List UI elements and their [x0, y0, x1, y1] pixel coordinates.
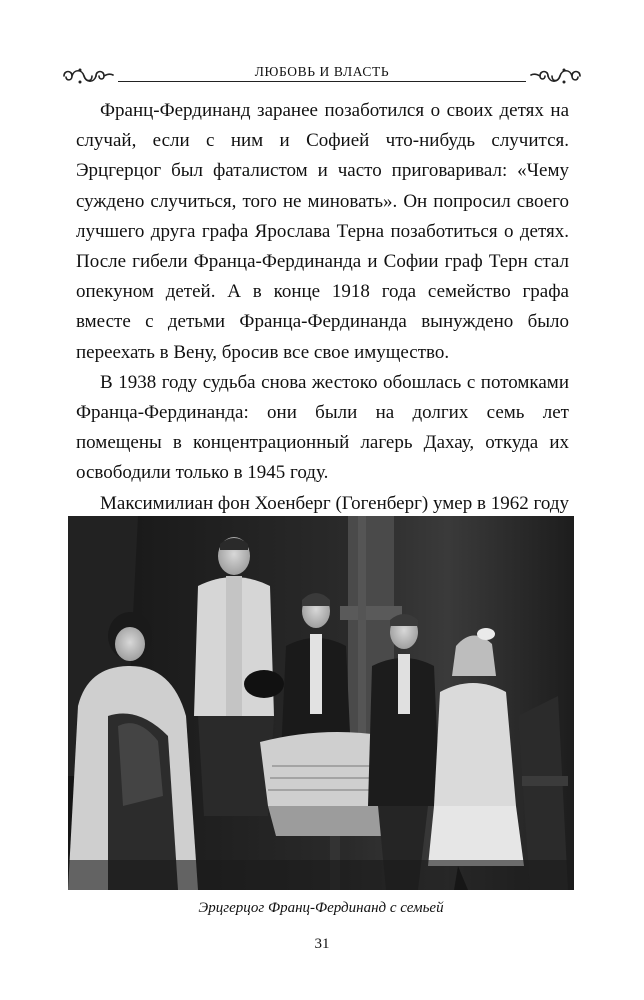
family-photograph: [68, 516, 574, 890]
running-title: ЛЮБОВЬ И ВЛАСТЬ: [254, 64, 390, 79]
paragraph: Франц-Фердинанд заранее позаботился о своих детях на случай, если с ним и Софией что-нибудь случится. Эрцгерцог был фаталистом и часто приговаривал: «Чему суждено случиться, того не миновать». Он попросил своего лучшего друга графа Ярослава Терна позаботиться о детях. После гибели Франца-Фердинанда и Софии граф Терн стал опекуном детей. А в конце 1918 года семейство графа вместе с детьми Франца-Фердинанда вынуждено было переехать в Вену, бросив все свое имущество.: [76, 100, 569, 363]
body-text: [76, 96, 569, 549]
paragraph: Максимилиан фон Хоенберг (Гогенберг) умер в 1962 году: [100, 492, 569, 514]
page-number: 31: [314, 936, 330, 952]
running-header: [60, 58, 584, 88]
header-rule: [118, 81, 526, 82]
ornament-right-icon: [530, 64, 584, 88]
photo-caption: Эрцгерцог Франц-Фердинанд с семьей: [198, 900, 444, 916]
paragraph: В 1938 году судьба снова жестоко обошлась с потомками Франца-Фердинанда: они были на долгих семь лет помещены в концентрационный лагерь Дахау, откуда их освободили только в 1945 году.: [76, 371, 569, 484]
